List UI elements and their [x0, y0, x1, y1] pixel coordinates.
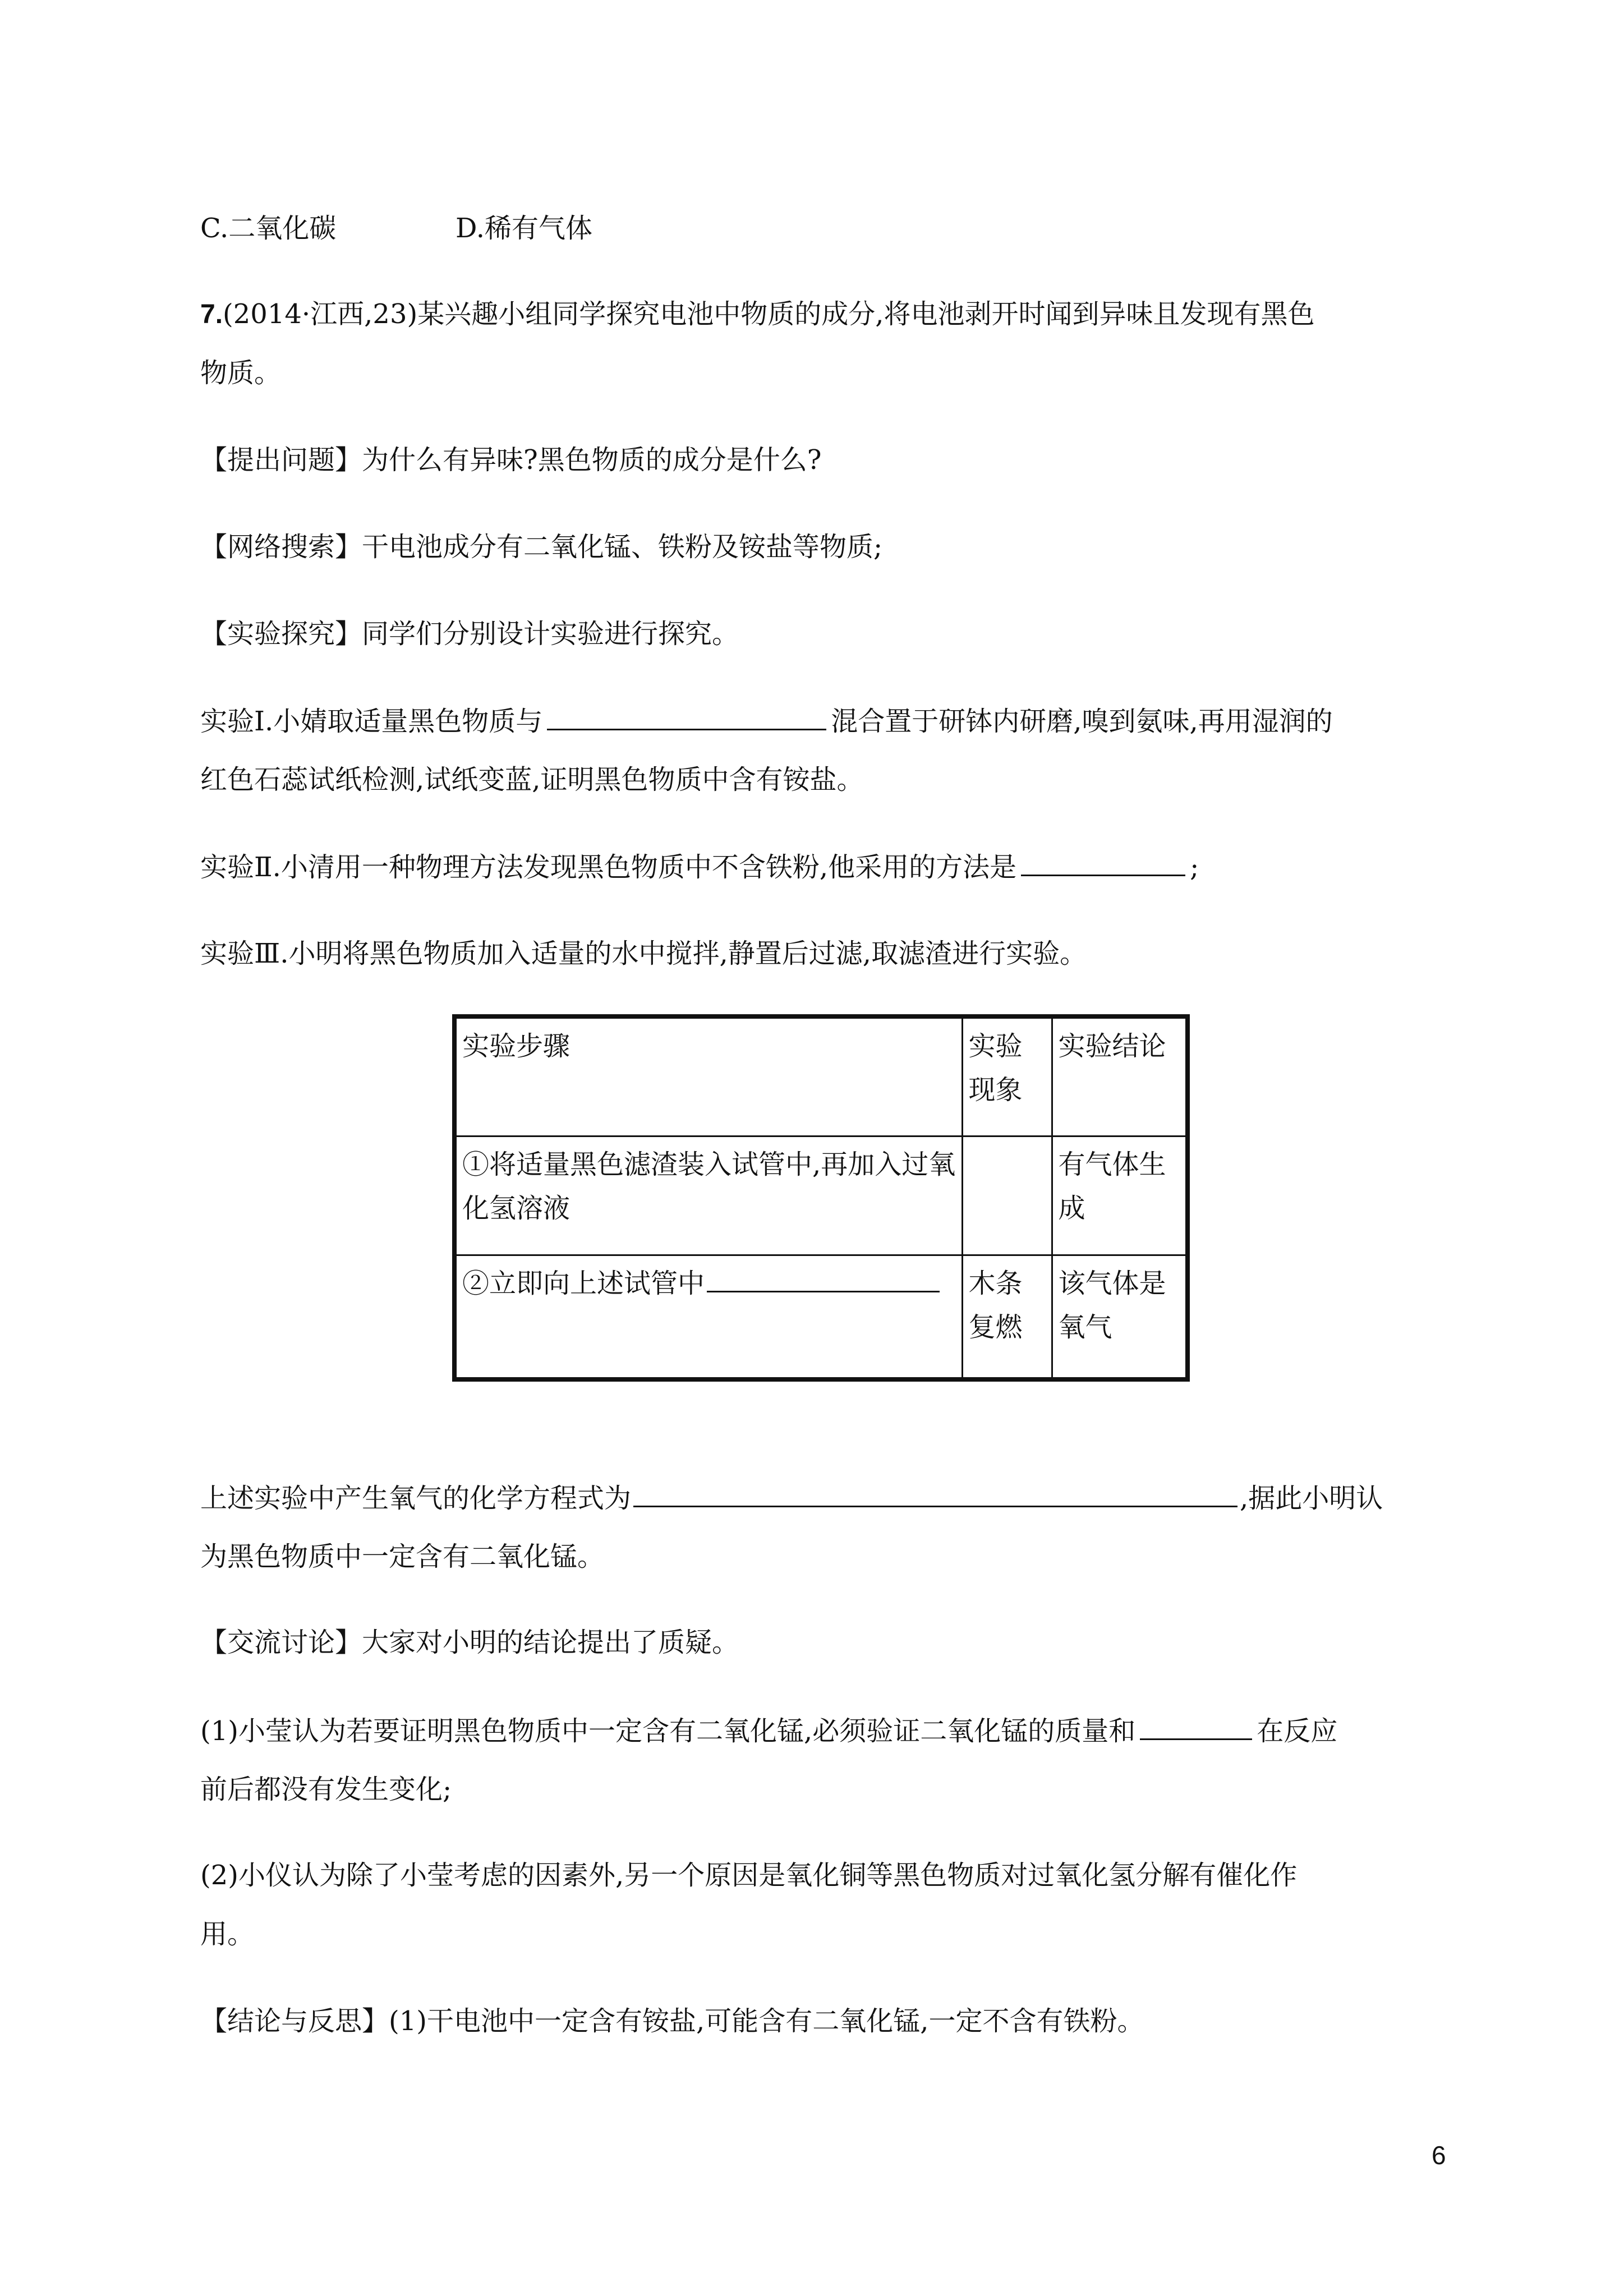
table-row	[454, 1136, 1188, 1255]
section-explore: 【实验探究】同学们分别设计实验进行探究。	[200, 618, 739, 650]
header-phenomenon: 实验现象	[962, 1016, 1052, 1136]
row1-step: ①将适量黑色滤渣装入试管中,再加入过氧化氢溶液	[454, 1136, 962, 1255]
experiment-1-line2: 红色石蕊试纸检测,试纸变蓝,证明黑色物质中含有铵盐。	[200, 764, 864, 795]
row2-conclusion: 该气体是氧气	[1052, 1255, 1188, 1379]
experiment-3-line: 实验Ⅲ.小明将黑色物质加入适量的水中搅拌,静置后过滤,取滤渣进行实验。	[200, 938, 1087, 969]
table-row	[454, 1255, 1188, 1379]
options-line	[200, 211, 593, 245]
discuss-2-line1: (2)小仪认为除了小莹考虑的因素外,另一个原因是氧化铜等黑色物质对过氧化氢分解有催化作	[200, 1860, 1298, 1891]
discuss-2-line2: 用。	[200, 1918, 255, 1950]
section-conclusion: 【结论与反思】(1)干电池中一定含有铵盐,可能含有二氧化锰,一定不含有铁粉。	[200, 2005, 1144, 2037]
row2-step: ②立即向上述试管中	[454, 1255, 962, 1379]
question-7-line1: 7.(2014·江西,23)某兴趣小组同学探究电池中物质的成分,将电池剥开时闻到异味且发现有黑色	[200, 298, 1315, 330]
header-conclusion: 实验结论	[1052, 1016, 1188, 1136]
equation-line2: 为黑色物质中一定含有二氧化锰。	[200, 1541, 605, 1572]
option-d: D.稀有气体	[456, 213, 593, 244]
answer-blank-3[interactable]	[707, 1268, 940, 1292]
section-search: 【网络搜索】干电池成分有二氧化锰、铁粉及铵盐等物质;	[200, 531, 883, 563]
option-c: C.二氧化碳	[200, 213, 337, 244]
experiment-2-line: 实验Ⅱ.小清用一种物理方法发现黑色物质中不含铁粉,他采用的方法是 ;	[200, 850, 1199, 884]
page-number: 6	[1432, 2141, 1446, 2170]
section-ask: 【提出问题】为什么有异味?黑色物质的成分是什么?	[200, 444, 822, 476]
row1-phenomenon[interactable]	[962, 1136, 1052, 1255]
experiment-1-line1: 实验Ⅰ.小婧取适量黑色物质与 混合置于研钵内研磨,嗅到氨味,再用湿润的	[200, 704, 1333, 738]
question-number: 7.	[200, 300, 223, 329]
row2-phenomenon: 木条复燃	[962, 1255, 1052, 1379]
answer-blank-1[interactable]	[547, 704, 826, 730]
experiment-table	[452, 1014, 1190, 1382]
question-7-line2: 物质。	[200, 357, 282, 389]
equation-line1: 上述实验中产生氧气的化学方程式为 ,据此小明认	[200, 1481, 1383, 1515]
discuss-1-line2: 前后都没有发生变化;	[200, 1774, 452, 1805]
row1-conclusion: 有气体生成	[1052, 1136, 1188, 1255]
header-step: 实验步骤	[454, 1016, 962, 1136]
answer-blank-5[interactable]	[1140, 1714, 1252, 1740]
section-discuss: 【交流讨论】大家对小明的结论提出了质疑。	[200, 1627, 739, 1658]
answer-blank-2[interactable]	[1021, 850, 1185, 876]
table-header-row	[454, 1016, 1188, 1136]
discuss-1-line1: (1)小莹认为若要证明黑色物质中一定含有二氧化锰,必须验证二氧化锰的质量和 在反应	[200, 1714, 1337, 1748]
answer-blank-4[interactable]	[633, 1481, 1237, 1507]
